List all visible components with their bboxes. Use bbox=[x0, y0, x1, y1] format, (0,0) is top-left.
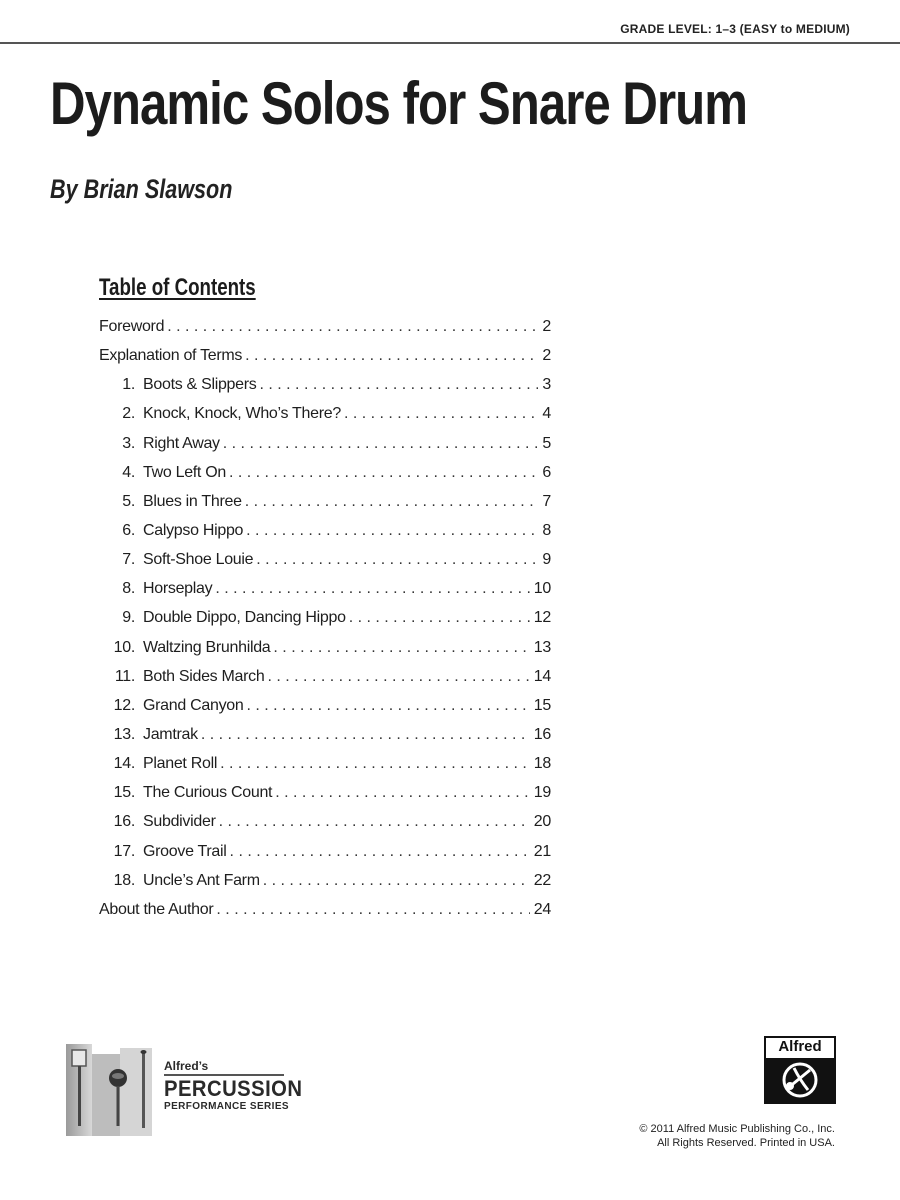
percussion-series-logo bbox=[62, 1040, 332, 1140]
series-line-performance: PERFORMANCE SERIES bbox=[164, 1101, 289, 1112]
toc-entry bbox=[99, 376, 551, 405]
toc-entry-page: 13 bbox=[533, 638, 551, 656]
toc-entry bbox=[99, 843, 551, 872]
toc-entry-title: Blues in Three bbox=[143, 492, 242, 510]
toc-entry-title: Soft-Shoe Louie bbox=[143, 551, 254, 569]
toc-leader-dots bbox=[215, 580, 529, 598]
toc-leader-dots bbox=[246, 697, 529, 715]
toc-entry-number: 2. bbox=[122, 405, 135, 423]
toc-entry-page: 22 bbox=[533, 871, 551, 889]
toc-entry-number: 13. bbox=[113, 725, 135, 743]
copyright-line-1: © 2011 Alfred Music Publishing Co., Inc. bbox=[639, 1123, 835, 1135]
toc-entry-number: 8. bbox=[122, 580, 135, 598]
toc-entry bbox=[99, 784, 551, 813]
toc-leader-dots bbox=[349, 609, 530, 627]
toc-entry bbox=[99, 493, 551, 522]
toc-entry-number: 7. bbox=[122, 551, 135, 569]
toc-leader-dots bbox=[167, 318, 538, 336]
toc-entry-page: 4 bbox=[542, 405, 551, 423]
toc-entry-title: Waltzing Brunhilda bbox=[143, 638, 271, 656]
toc-entry-page: 18 bbox=[533, 755, 551, 773]
toc-entry-number: 3. bbox=[122, 434, 135, 452]
toc-entry-number: 1. bbox=[122, 376, 135, 394]
toc-entry bbox=[99, 318, 551, 347]
toc-entry bbox=[99, 609, 551, 638]
toc-leader-dots bbox=[245, 493, 539, 511]
author-byline: By Brian Slawson bbox=[50, 174, 233, 204]
toc-entry-title: Grand Canyon bbox=[143, 696, 244, 714]
toc-entry-number: 11. bbox=[114, 667, 135, 685]
toc-entry bbox=[99, 347, 551, 376]
toc-leader-dots bbox=[275, 784, 530, 802]
toc-entry-number: 12. bbox=[113, 696, 135, 714]
toc-entry-title: Groove Trail bbox=[143, 842, 227, 860]
toc-entry bbox=[99, 580, 551, 609]
toc-entry-title: Jamtrak bbox=[143, 725, 198, 743]
toc-entry-title: Uncle’s Ant Farm bbox=[143, 871, 260, 889]
toc-entry-number: 9. bbox=[122, 609, 135, 627]
toc-entry-page: 15 bbox=[533, 696, 551, 714]
toc-leader-dots bbox=[267, 668, 529, 686]
toc-entry-title: The Curious Count bbox=[143, 784, 273, 802]
toc-entry-title: About the Author bbox=[99, 900, 214, 918]
toc-leader-dots bbox=[256, 551, 538, 569]
toc-entry-number: 17. bbox=[113, 842, 135, 860]
toc-entry-title: Double Dippo, Dancing Hippo bbox=[143, 609, 346, 627]
toc-entry-page: 2 bbox=[542, 347, 551, 365]
toc-entry bbox=[99, 551, 551, 580]
page-title: Dynamic Solos for Snare Drum bbox=[50, 70, 747, 137]
percussion-instruments-icon bbox=[62, 1040, 162, 1140]
toc-entry-title: Boots & Slippers bbox=[143, 376, 257, 394]
toc-entry-page: 21 bbox=[533, 842, 551, 860]
toc-entry-page: 6 bbox=[542, 463, 551, 481]
toc-entry-title: Subdivider bbox=[143, 813, 216, 831]
toc-entry-page: 14 bbox=[533, 667, 551, 685]
toc-entry-page: 24 bbox=[533, 900, 551, 918]
toc-entry bbox=[99, 813, 551, 842]
toc-entry bbox=[99, 405, 551, 434]
toc-entry-title: Explanation of Terms bbox=[99, 347, 243, 365]
toc-entry-page: 8 bbox=[542, 521, 551, 539]
toc-leader-dots bbox=[273, 639, 529, 657]
toc-entry-number: 14. bbox=[113, 755, 135, 773]
toc-leader-dots bbox=[230, 843, 530, 861]
toc-leader-dots bbox=[344, 405, 538, 423]
toc-entry-page: 2 bbox=[542, 318, 551, 335]
toc-entry-number: 10. bbox=[113, 638, 135, 656]
toc-leader-dots bbox=[219, 813, 530, 831]
toc-heading: Table of Contents bbox=[99, 274, 256, 301]
toc-entry-number: 18. bbox=[113, 871, 135, 889]
copyright-notice bbox=[639, 1122, 835, 1150]
toc-entry-title: Right Away bbox=[143, 434, 220, 452]
publisher-name: Alfred bbox=[778, 1038, 822, 1055]
toc-entry-number: 5. bbox=[122, 492, 135, 510]
copyright-line-2: All Rights Reserved. Printed in USA. bbox=[657, 1137, 835, 1149]
toc-entry-title: Planet Roll bbox=[143, 755, 218, 773]
table-of-contents bbox=[99, 318, 551, 930]
toc-entry bbox=[99, 872, 551, 901]
toc-entry-title: Calypso Hippo bbox=[143, 521, 244, 539]
toc-entry-page: 19 bbox=[533, 784, 551, 802]
toc-leader-dots bbox=[259, 376, 538, 394]
toc-entry bbox=[99, 639, 551, 668]
toc-entry-page: 9 bbox=[542, 551, 551, 569]
toc-leader-dots bbox=[246, 522, 538, 540]
toc-entry-number: 4. bbox=[122, 463, 135, 481]
toc-entry bbox=[99, 755, 551, 784]
toc-entry bbox=[99, 464, 551, 493]
toc-entry bbox=[99, 901, 551, 930]
toc-entry-page: 3 bbox=[542, 376, 551, 394]
toc-entry-number: 15. bbox=[113, 784, 135, 802]
toc-entry-page: 5 bbox=[542, 434, 551, 452]
toc-leader-dots bbox=[245, 347, 538, 365]
header-rule bbox=[0, 42, 900, 44]
toc-entry bbox=[99, 435, 551, 464]
toc-entry-page: 12 bbox=[533, 609, 551, 627]
toc-entry-number: 6. bbox=[122, 521, 135, 539]
toc-entry-page: 20 bbox=[533, 813, 551, 831]
toc-entry-page: 7 bbox=[542, 492, 551, 510]
toc-entry-number: 16. bbox=[113, 813, 135, 831]
toc-entry-title: Both Sides March bbox=[143, 667, 265, 685]
toc-entry bbox=[99, 697, 551, 726]
toc-entry-title: Two Left On bbox=[143, 463, 226, 481]
toc-entry-title: Knock, Knock, Who’s There? bbox=[143, 405, 341, 423]
grade-level: GRADE LEVEL: 1–3 (EASY to MEDIUM) bbox=[620, 22, 850, 36]
toc-entry bbox=[99, 726, 551, 755]
toc-leader-dots bbox=[220, 755, 530, 773]
alfred-publisher-logo bbox=[764, 1036, 836, 1104]
series-line-percussion: PERCUSSION bbox=[164, 1076, 303, 1101]
toc-leader-dots bbox=[201, 726, 530, 744]
toc-entry bbox=[99, 522, 551, 551]
toc-leader-dots bbox=[229, 464, 538, 482]
toc-entry-page: 10 bbox=[533, 580, 551, 598]
toc-entry-title: Foreword bbox=[99, 318, 165, 335]
toc-entry bbox=[99, 668, 551, 697]
series-line-alfreds: Alfred’s bbox=[164, 1059, 209, 1073]
toc-leader-dots bbox=[216, 901, 529, 919]
toc-leader-dots bbox=[223, 435, 539, 453]
toc-entry-title: Horseplay bbox=[143, 580, 213, 598]
toc-leader-dots bbox=[263, 872, 530, 890]
toc-entry-page: 16 bbox=[533, 725, 551, 743]
